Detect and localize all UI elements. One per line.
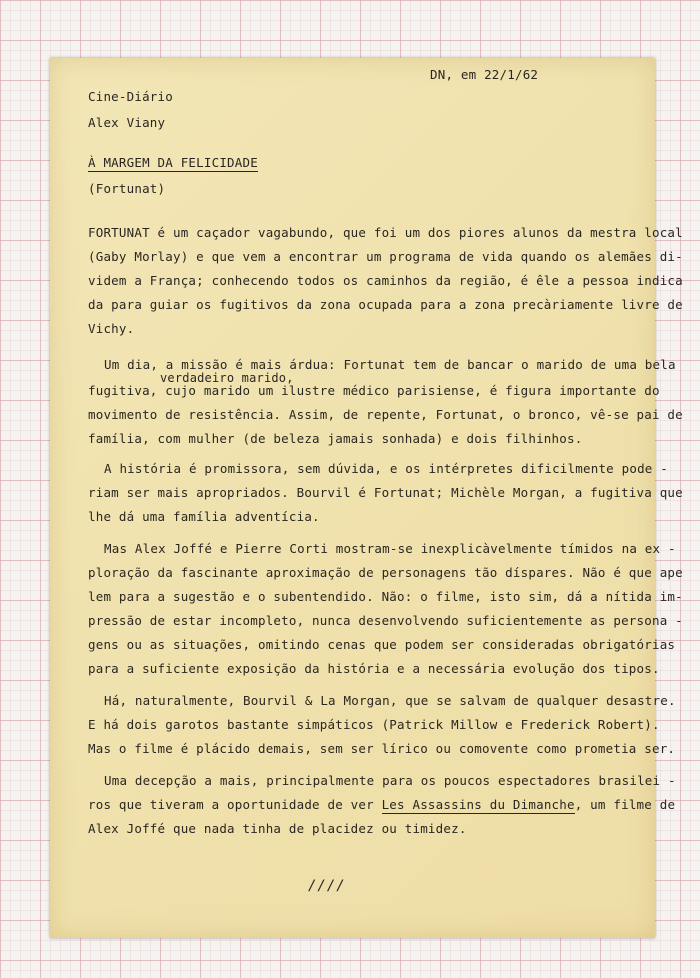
body-line: E há dois garotos bastante simpáticos (Patrick Millow e Frederick Robert).: [88, 717, 660, 732]
body-line: Vichy.: [88, 321, 135, 336]
body-line: Uma decepção a mais, principalmente para os poucos espectadores brasilei -: [104, 773, 676, 788]
dateline: DN, em 22/1/62: [430, 67, 539, 82]
body-line: movimento de resistência. Assim, de repente, Fortunat, o bronco, vê-se pai de: [88, 407, 683, 422]
body-line: Um dia, a missão é mais árdua: Fortunat tem de bancar o marido de uma bela: [104, 357, 676, 372]
body-line-with-film-title: [88, 798, 675, 812]
interlinear-correction: verdadeiro marido,: [160, 371, 294, 385]
column-name: Cine-Diário: [88, 89, 173, 104]
body-line: Mas o filme é plácido demais, sem ser lírico ou comovente como prometia ser.: [88, 741, 676, 756]
body-line: FORTUNAT é um caçador vagabundo, que foi um dos piores alunos da mestra local: [88, 225, 683, 240]
body-line: Alex Joffé que nada tinha de placidez ou timidez.: [88, 821, 467, 836]
review-title: À MARGEM DA FELICIDADE: [88, 155, 258, 170]
body-line: família, com mulher (de beleza jamais sonhada) e dois filhinhos.: [88, 431, 583, 446]
body-line: A história é promissora, sem dúvida, e os intérpretes dificilmente pode -: [104, 461, 668, 476]
original-title: (Fortunat): [88, 181, 166, 196]
body-text: , um filme de: [574, 797, 676, 812]
body-line: da para guiar os fugitivos da zona ocupada para a zona precàriamente livre de: [88, 297, 683, 312]
body-line: lhe dá uma família adventícia.: [88, 509, 320, 524]
body-line: fugitiva, cujo marido um ilustre médico parisiense, é figura importante do: [88, 383, 660, 398]
body-line: pressão de estar incompleto, nunca desenvolvendo suficientemente as persona -: [88, 613, 683, 628]
body-line: Mas Alex Joffé e Pierre Corti mostram-se inexplicàvelmente tímidos na ex -: [104, 541, 676, 556]
body-line: para a suficiente exposição da história e a necessária evolução dos tipos.: [88, 661, 660, 676]
body-line: Há, naturalmente, Bourvil & La Morgan, que se salvam de qualquer desastre.: [104, 693, 676, 708]
body-line: gens ou as situações, omitindo cenas que podem ser consideradas obrigatórias: [88, 637, 676, 652]
body-line: lem para a sugestão e o subentendido. Não: o filme, isto sim, dá a nítida im-: [88, 589, 683, 604]
body-line: videm a França; conhecendo todos os caminhos da região, é êle a pessoa indica: [88, 273, 683, 288]
body-line: ploração da fascinante aproximação de personagens tão díspares. Não é que ape: [88, 565, 683, 580]
body-line: riam ser mais apropriados. Bourvil é Fortunat; Michèle Morgan, a fugitiva que: [88, 485, 683, 500]
body-text: ros que tiveram a oportunidade de ver: [88, 797, 382, 812]
body-line: (Gaby Morlay) e que vem a encontrar um programa de vida quando os alemães di-: [88, 249, 683, 264]
handwritten-tally-mark: ////: [308, 878, 346, 894]
film-title-underlined: Les Assassins du Dimanche: [381, 797, 575, 812]
author-name: Alex Viany: [88, 115, 166, 130]
typewritten-page: [50, 58, 683, 938]
